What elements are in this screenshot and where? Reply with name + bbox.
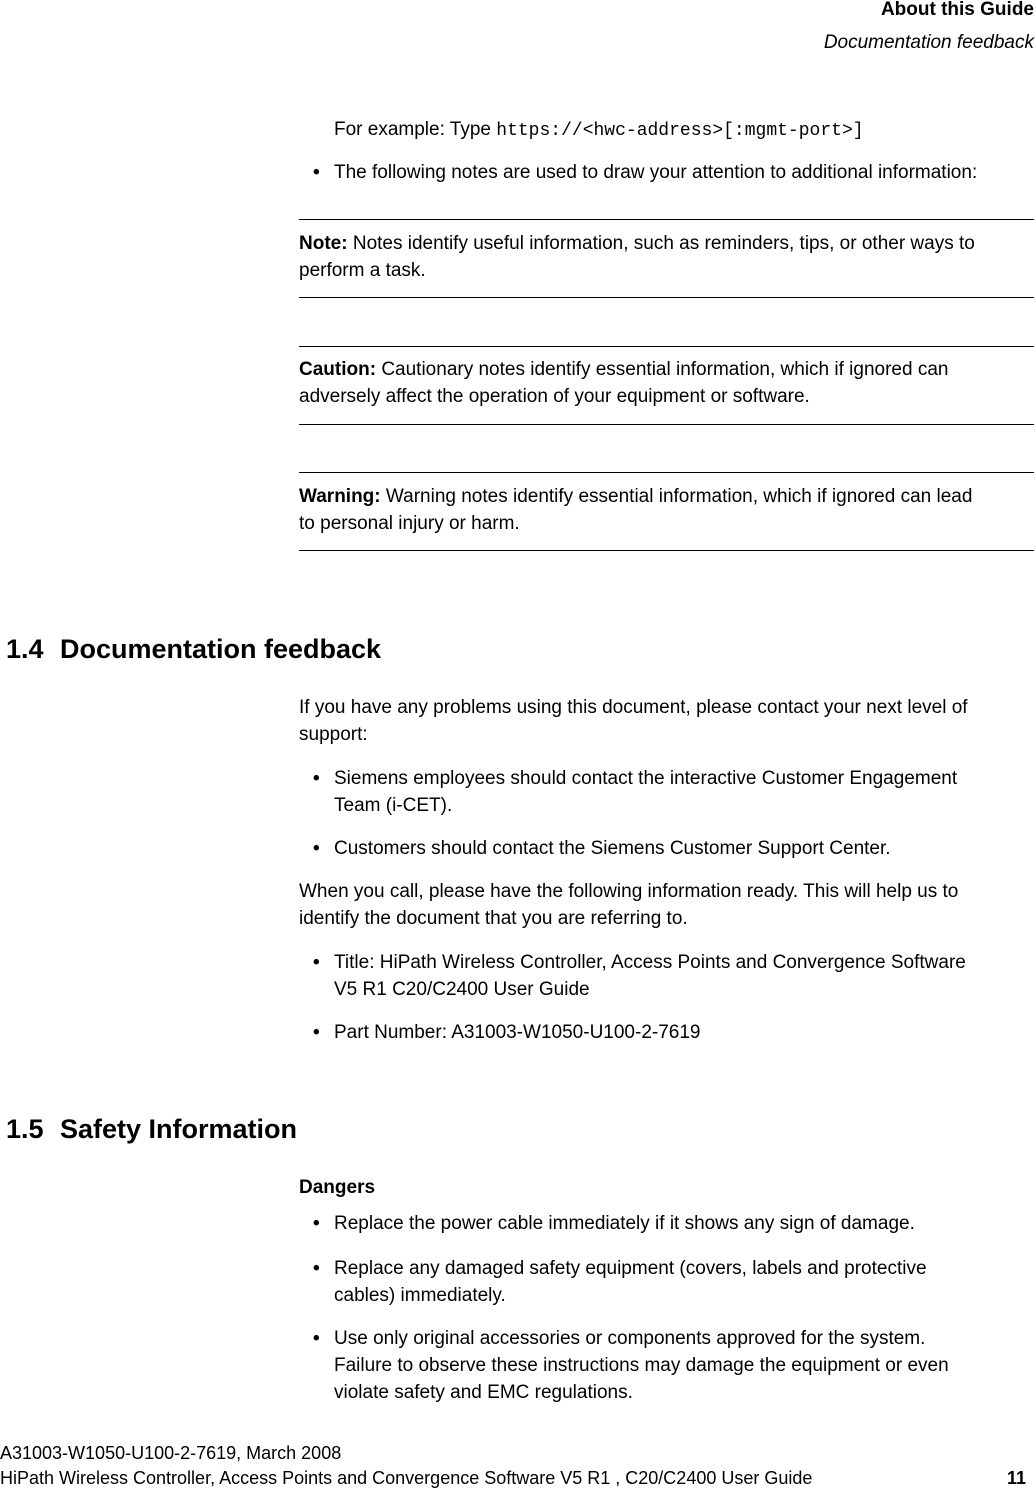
example-code: https://<hwc-address>[:mgmt-port>] xyxy=(496,121,864,141)
warning-text-line1: Warning notes identify essential information, which if ignored can lead xyxy=(380,486,973,507)
note-text-line1: Notes identify useful information, such as reminders, tips, or other ways to xyxy=(347,233,975,254)
bullet-text: Part Number: A31003-W1050-U100-2-7619 xyxy=(334,1022,701,1043)
bullet-text xyxy=(334,949,1034,1003)
bullet-glyph: • xyxy=(313,1022,320,1043)
warning-notice xyxy=(299,483,1034,537)
example-line xyxy=(334,116,1034,145)
caution-bottom-rule xyxy=(299,424,1034,425)
bullet-text-line1: Use only original accessories or components approved for the system. xyxy=(334,1328,926,1349)
note-notice xyxy=(299,230,1034,284)
list-item xyxy=(299,1325,1034,1406)
note-bottom-rule xyxy=(299,297,1034,298)
feedback-intro xyxy=(299,694,1034,748)
bullet-text-line2: V5 R1 C20/C2400 User Guide xyxy=(334,979,590,1000)
page-number: 11 xyxy=(1006,1468,1026,1488)
section-title: Documentation feedback xyxy=(60,634,382,664)
bullet-text-line1: Title: HiPath Wireless Controller, Access Points and Convergence Software xyxy=(334,952,966,973)
running-header-chapter: About this Guide xyxy=(880,0,1034,20)
bullet-glyph: • xyxy=(313,1328,320,1349)
warning-top-rule xyxy=(299,472,1034,473)
section-heading-1-4 xyxy=(6,633,381,665)
warning-text-line2: to personal injury or harm. xyxy=(299,513,520,534)
bullet-glyph: • xyxy=(313,838,320,859)
list-item xyxy=(299,1210,1034,1237)
footer-doc-number: A31003-W1050-U100-2-7619, March 2008 xyxy=(0,1443,342,1463)
bullet-text-line2: cables) immediately. xyxy=(334,1285,506,1306)
bullet-text: The following notes are used to draw your attention to additional information: xyxy=(334,162,978,183)
section-number: 1.5 xyxy=(6,1114,44,1144)
call-info-line2: identify the document that you are referring to. xyxy=(299,908,688,929)
call-info-line1: When you call, please have the following information ready. This will help us to xyxy=(299,881,959,902)
bullet-text-line2: Team (i-CET). xyxy=(334,795,453,816)
section-number: 1.4 xyxy=(6,634,44,664)
bullet-text: Customers should contact the Siemens Customer Support Center. xyxy=(334,838,891,859)
dangers-subheading: Dangers xyxy=(299,1177,376,1198)
bullet-text xyxy=(334,765,1034,819)
caution-text-line2: adversely affect the operation of your equipment or software. xyxy=(299,386,810,407)
caution-text-line1: Cautionary notes identify essential information, which if ignored can xyxy=(376,359,949,380)
example-prefix: For example: Type xyxy=(334,119,497,140)
bullet-glyph: • xyxy=(313,1213,320,1234)
footer-guide-title: HiPath Wireless Controller, Access Points and Convergence Software V5 R1 , C20/C2400 User Guide xyxy=(0,1468,813,1488)
note-label: Note: xyxy=(299,233,348,254)
caution-top-rule xyxy=(299,346,1034,347)
bullet-text-line1: Siemens employees should contact the interactive Customer Engagement xyxy=(334,768,958,789)
bullet-text: Replace the power cable immediately if it shows any sign of damage. xyxy=(334,1213,915,1234)
bullet-glyph: • xyxy=(313,162,320,183)
caution-label: Caution: xyxy=(299,359,377,380)
list-item xyxy=(299,1019,1034,1046)
call-info-paragraph xyxy=(299,878,1034,932)
list-item xyxy=(299,949,1034,1003)
bullet-glyph: • xyxy=(313,952,320,973)
list-item xyxy=(299,1255,1034,1309)
list-item xyxy=(299,765,1034,819)
list-item xyxy=(299,835,1034,862)
note-top-rule xyxy=(299,219,1034,220)
warning-label: Warning: xyxy=(299,486,381,507)
warning-bottom-rule xyxy=(299,550,1034,551)
caution-notice xyxy=(299,356,1034,410)
feedback-intro-line2: support: xyxy=(299,724,368,745)
section-heading-1-5 xyxy=(6,1113,297,1145)
bullet-text-line2: Failure to observe these instructions may damage the equipment or even xyxy=(334,1355,949,1376)
bullet-glyph: • xyxy=(313,1258,320,1279)
bullet-text-line1: Replace any damaged safety equipment (covers, labels and protective xyxy=(334,1258,927,1279)
bullet-glyph: • xyxy=(313,768,320,789)
section-title: Safety Information xyxy=(60,1114,298,1144)
feedback-intro-line1: If you have any problems using this document, please contact your next level of xyxy=(299,697,968,718)
running-header-section: Documentation feedback xyxy=(823,32,1034,53)
bullet-text-line3: violate safety and EMC regulations. xyxy=(334,1382,633,1403)
bullet-text xyxy=(334,1325,1034,1406)
bullet-text xyxy=(334,1255,1034,1309)
list-item xyxy=(299,159,1034,186)
note-text-line2: perform a task. xyxy=(299,260,426,281)
